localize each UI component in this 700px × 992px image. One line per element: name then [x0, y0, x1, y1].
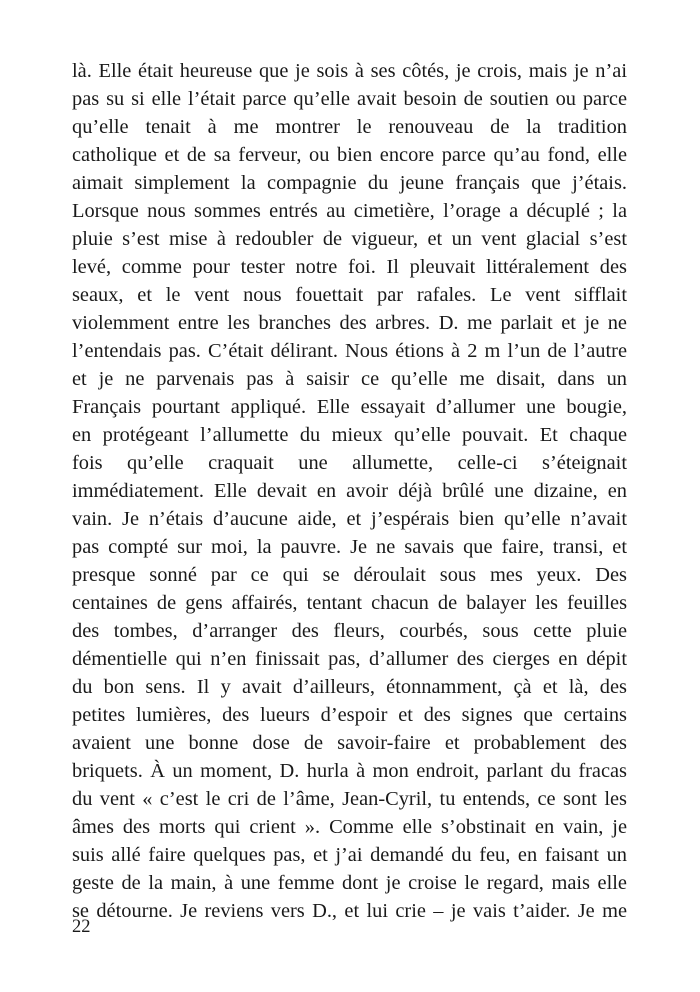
text-line: pas su si elle l’était parce qu’elle avait besoin de soutien ou parce — [72, 88, 627, 110]
text-line: seaux, et le vent nous fouettait par rafales. Le vent sifflait — [72, 284, 627, 306]
text-line: en protégeant l’allumette du mieux qu’elle pouvait. Et chaque — [72, 424, 627, 446]
body-text — [72, 57, 627, 925]
text-line: immédiatement. Elle devait en avoir déjà brûlé une dizaine, en — [72, 480, 627, 502]
text-line: du vent « c’est le cri de l’âme, Jean-Cyril, tu entends, ce sont les — [72, 788, 627, 810]
text-line: se détourne. Je reviens vers D., et lui crie – je vais t’aider. Je me — [72, 900, 627, 922]
text-line: catholique et de sa ferveur, ou bien encore parce qu’au fond, elle — [72, 144, 627, 166]
text-line: des tombes, d’arranger des fleurs, courbés, sous cette pluie — [72, 620, 627, 642]
text-line: du bon sens. Il y avait d’ailleurs, étonnamment, çà et là, des — [72, 676, 627, 698]
text-line: geste de la main, à une femme dont je croise le regard, mais elle — [72, 872, 627, 894]
text-line: briquets. À un moment, D. hurla à mon endroit, parlant du fracas — [72, 760, 627, 782]
text-line: suis allé faire quelques pas, et j’ai demandé du feu, en faisant un — [72, 844, 627, 866]
text-line: fois qu’elle craquait une allumette, celle-ci s’éteignait — [72, 452, 627, 474]
text-line: démentielle qui n’en finissait pas, d’allumer des cierges en dépit — [72, 648, 627, 670]
text-line: l’entendais pas. C’était délirant. Nous étions à 2 m l’un de l’autre — [72, 340, 627, 362]
text-line: pluie s’est mise à redoubler de vigueur, et un vent glacial s’est — [72, 228, 627, 250]
text-line: petites lumières, des lueurs d’espoir et des signes que certains — [72, 704, 627, 726]
text-line: avaient une bonne dose de savoir-faire et probablement des — [72, 732, 627, 754]
text-line: centaines de gens affairés, tentant chacun de balayer les feuilles — [72, 592, 627, 614]
text-line: là. Elle était heureuse que je sois à ses côtés, je crois, mais je n’ai — [72, 60, 627, 82]
text-line: Français pourtant appliqué. Elle essayait d’allumer une bougie, — [72, 396, 627, 418]
text-line: vain. Je n’étais d’aucune aide, et j’espérais bien qu’elle n’avait — [72, 508, 627, 530]
text-line: levé, comme pour tester notre foi. Il pleuvait littéralement des — [72, 256, 627, 278]
text-line: violemment entre les branches des arbres. D. me parlait et je ne — [72, 312, 627, 334]
text-line: Lorsque nous sommes entrés au cimetière, l’orage a décuplé ; la — [72, 200, 627, 222]
text-line: âmes des morts qui crient ». Comme elle s’obstinait en vain, je — [72, 816, 627, 838]
text-line: aimait simplement la compagnie du jeune français que j’étais. — [72, 172, 627, 194]
page-number: 22 — [72, 917, 91, 937]
text-line: pas compté sur moi, la pauvre. Je ne savais que faire, transi, et — [72, 536, 627, 558]
text-line: et je ne parvenais pas à saisir ce qu’elle me disait, dans un — [72, 368, 627, 390]
text-line: qu’elle tenait à me montrer le renouveau de la tradition — [72, 116, 627, 138]
text-line: presque sonné par ce qui se déroulait sous mes yeux. Des — [72, 564, 627, 586]
